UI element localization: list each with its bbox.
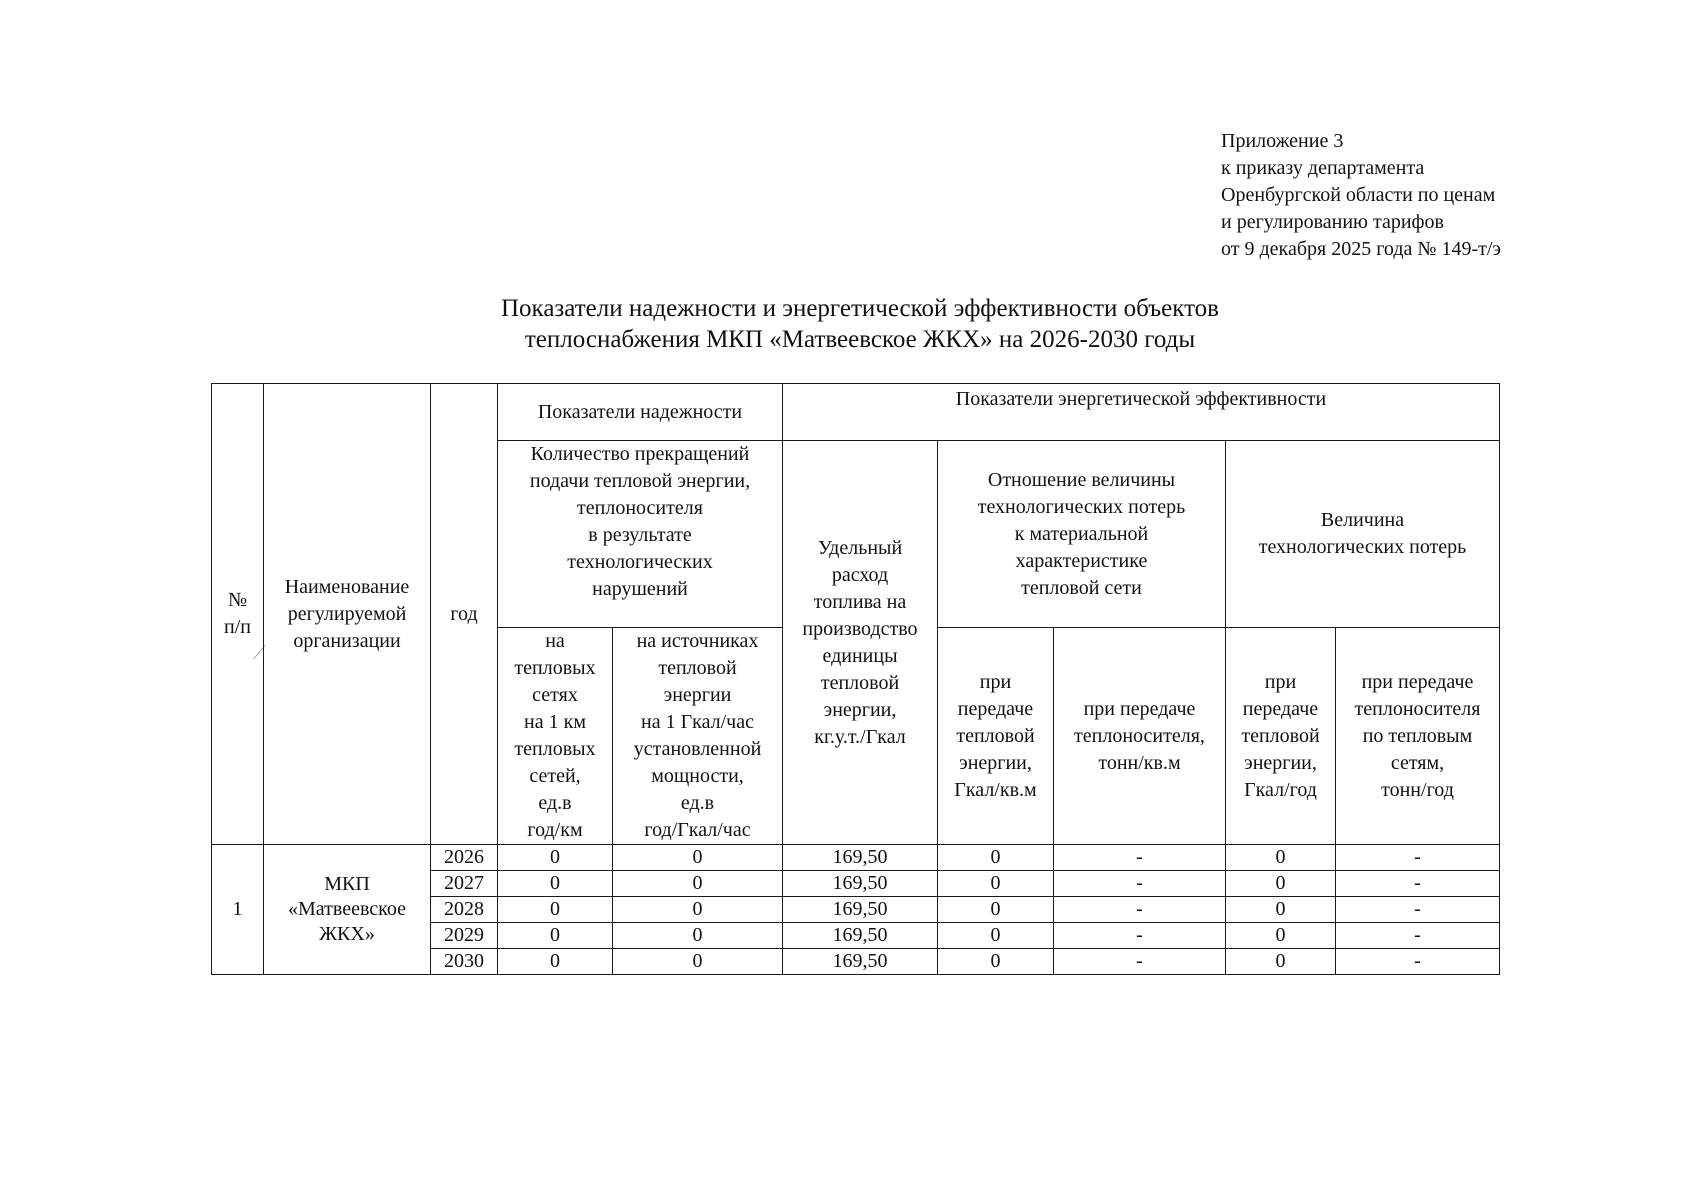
appendix-line: Оренбургской области по ценам — [1221, 184, 1496, 206]
header-on-sources-line: ед.в — [680, 792, 715, 814]
ratio-heat-cell: 0 — [938, 871, 1054, 897]
header-loss-heat-line: тепловой — [1241, 724, 1320, 747]
header-loss-heat-line: энергии, — [1244, 751, 1317, 774]
year-cell: 2028 — [431, 897, 498, 923]
sources-cell: 0 — [613, 871, 783, 897]
header-organization-line: регулируемой — [287, 602, 407, 625]
table-row — [212, 845, 1500, 871]
org-name-line: «Матвеевское — [288, 898, 406, 920]
sources-cell: 0 — [613, 897, 783, 923]
header-loss-carrier-line: по тепловым — [1362, 724, 1473, 747]
header-on-sources-line: установленной — [633, 738, 762, 760]
document-title-line-2: теплоснабжения МКП «Матвеевское ЖКХ» на 2026-2030 годы — [524, 326, 1196, 353]
fuel-cell: 169,50 — [783, 949, 938, 975]
ratio-carrier-cell: - — [1054, 949, 1226, 975]
header-interruptions-line: теплоносителя — [577, 497, 703, 519]
appendix-line: и регулированию тарифов — [1221, 211, 1444, 233]
appendix-block — [1221, 128, 1501, 263]
header-loss-heat-line: передаче — [1242, 697, 1319, 720]
header-ratio-carrier-line: теплоносителя, — [1074, 724, 1205, 747]
loss-heat-cell: 0 — [1226, 923, 1336, 949]
header-number-line: № — [227, 589, 248, 611]
header-on-sources-line: мощности, — [651, 765, 744, 787]
header-on-sources-line: на 1 Гкал/час — [641, 711, 754, 733]
header-loss-carrier-line: сетям, — [1390, 751, 1445, 774]
header-interruptions-line: подачи тепловой энергии, — [529, 470, 751, 492]
loss-heat-cell: 0 — [1226, 897, 1336, 923]
header-fuel-line: топлива на — [813, 590, 907, 613]
header-on-sources — [613, 628, 783, 845]
org-number: 1 — [212, 845, 264, 975]
header-row-1 — [212, 384, 1500, 441]
header-ratio-carrier — [1054, 628, 1226, 845]
networks-cell: 0 — [498, 845, 613, 871]
header-loss-carrier — [1336, 628, 1500, 845]
header-loss-carrier-line: теплоносителя — [1354, 697, 1481, 720]
document-title — [300, 293, 1420, 355]
header-loss-carrier-line: тонн/год — [1381, 778, 1454, 801]
header-on-networks-line: сетей, — [529, 765, 581, 787]
header-loss-heat-line: при — [1264, 670, 1297, 693]
header-on-sources-line: на источниках — [636, 630, 759, 652]
header-loss-heat — [1226, 628, 1336, 845]
fuel-cell: 169,50 — [783, 845, 938, 871]
networks-cell: 0 — [498, 949, 613, 975]
loss-carrier-cell: - — [1336, 949, 1500, 975]
header-loss-value-line: Величина — [1320, 509, 1405, 531]
ratio-heat-cell: 0 — [938, 949, 1054, 975]
header-loss-carrier-line: при передаче — [1361, 670, 1474, 693]
loss-carrier-cell: - — [1336, 871, 1500, 897]
header-ratio-heat — [938, 628, 1054, 845]
header-on-sources-line: год/Гкал/час — [644, 819, 751, 841]
appendix-line: от 9 декабря 2025 года № 149-т/э — [1221, 238, 1501, 260]
header-ratio-heat-line: передаче — [957, 697, 1034, 720]
document-title-line-1: Показатели надежности и энергетической эффективности объектов — [501, 295, 1219, 322]
header-fuel-consumption — [783, 441, 938, 845]
ratio-carrier-cell: - — [1054, 897, 1226, 923]
ratio-heat-cell: 0 — [938, 897, 1054, 923]
header-loss-heat-line: Гкал/год — [1244, 778, 1317, 801]
header-fuel-line: тепловой — [820, 671, 900, 694]
org-name — [264, 845, 431, 975]
sources-cell: 0 — [613, 949, 783, 975]
header-interruptions-line: технологических — [567, 551, 713, 573]
header-organization-line: организации — [293, 629, 401, 652]
header-on-networks-line: ед.в — [538, 792, 572, 814]
header-organization-line: Наименование — [284, 575, 410, 598]
header-fuel-line: единицы — [822, 644, 898, 667]
header-number — [212, 384, 264, 845]
sources-cell: 0 — [613, 845, 783, 871]
header-fuel-line: расход — [831, 563, 889, 586]
header-efficiency: Показатели энергетической эффективности — [783, 384, 1500, 441]
header-on-networks-line: на 1 км — [524, 711, 586, 733]
indicators-table — [211, 383, 1500, 975]
ratio-carrier-cell: - — [1054, 845, 1226, 871]
header-interruptions — [498, 441, 783, 628]
fuel-cell: 169,50 — [783, 897, 938, 923]
header-loss-ratio-line: Отношение величины — [987, 468, 1176, 491]
year-cell: 2027 — [431, 871, 498, 897]
header-organization — [264, 384, 431, 845]
header-fuel-line: энергии, — [823, 698, 897, 721]
header-loss-ratio-line: характеристике — [1015, 549, 1148, 572]
header-ratio-heat-line: энергии, — [959, 751, 1032, 774]
ratio-heat-cell: 0 — [938, 845, 1054, 871]
appendix-line: Приложение 3 — [1221, 130, 1344, 152]
org-name-line: МКП — [324, 873, 370, 895]
ratio-carrier-cell: - — [1054, 923, 1226, 949]
header-ratio-heat-line: Гкал/кв.м — [954, 778, 1037, 801]
header-interruptions-line: в результате — [588, 524, 692, 546]
header-loss-value-line: технологических потерь — [1258, 536, 1467, 558]
header-on-networks — [498, 628, 613, 845]
loss-heat-cell: 0 — [1226, 949, 1336, 975]
header-loss-ratio — [938, 441, 1226, 628]
header-fuel-line: Удельный — [817, 536, 903, 559]
ratio-carrier-cell: - — [1054, 871, 1226, 897]
org-name-line: ЖКХ» — [319, 923, 375, 945]
header-on-networks-line: сетях — [532, 684, 578, 706]
loss-heat-cell: 0 — [1226, 845, 1336, 871]
year-cell: 2029 — [431, 923, 498, 949]
header-ratio-heat-line: тепловой — [956, 724, 1035, 747]
header-loss-value — [1226, 441, 1500, 628]
header-reliability: Показатели надежности — [498, 384, 783, 441]
header-interruptions-line: нарушений — [592, 578, 688, 600]
header-on-networks-line: на — [545, 630, 565, 652]
header-loss-ratio-line: к материальной — [1014, 522, 1149, 545]
loss-carrier-cell: - — [1336, 897, 1500, 923]
fuel-cell: 169,50 — [783, 871, 938, 897]
header-year: год — [431, 384, 498, 845]
fuel-cell: 169,50 — [783, 923, 938, 949]
loss-carrier-cell: - — [1336, 845, 1500, 871]
loss-heat-cell: 0 — [1226, 871, 1336, 897]
ratio-heat-cell: 0 — [938, 923, 1054, 949]
header-fuel-line: кг.у.т./Гкал — [814, 725, 906, 748]
header-loss-ratio-line: тепловой сети — [1021, 576, 1142, 599]
sources-cell: 0 — [613, 923, 783, 949]
header-loss-ratio-line: технологических потерь — [977, 495, 1186, 518]
networks-cell: 0 — [498, 897, 613, 923]
header-on-networks-line: тепловых — [514, 657, 596, 679]
header-on-sources-line: тепловой — [658, 657, 737, 679]
appendix-line: к приказу департамента — [1221, 157, 1425, 179]
header-ratio-carrier-line: тонн/кв.м — [1098, 751, 1181, 774]
header-fuel-line: производство — [802, 617, 918, 640]
header-interruptions-line: Количество прекращений — [530, 443, 750, 465]
loss-carrier-cell: - — [1336, 923, 1500, 949]
year-cell: 2030 — [431, 949, 498, 975]
networks-cell: 0 — [498, 923, 613, 949]
header-ratio-carrier-line: при передаче — [1083, 697, 1196, 720]
year-cell: 2026 — [431, 845, 498, 871]
header-on-sources-line: энергии — [663, 684, 732, 706]
networks-cell: 0 — [498, 871, 613, 897]
header-ratio-heat-line: при — [979, 670, 1012, 693]
header-number-line: п/п — [224, 616, 251, 638]
header-on-networks-line: тепловых — [514, 738, 596, 760]
header-on-networks-line: год/км — [527, 819, 583, 841]
